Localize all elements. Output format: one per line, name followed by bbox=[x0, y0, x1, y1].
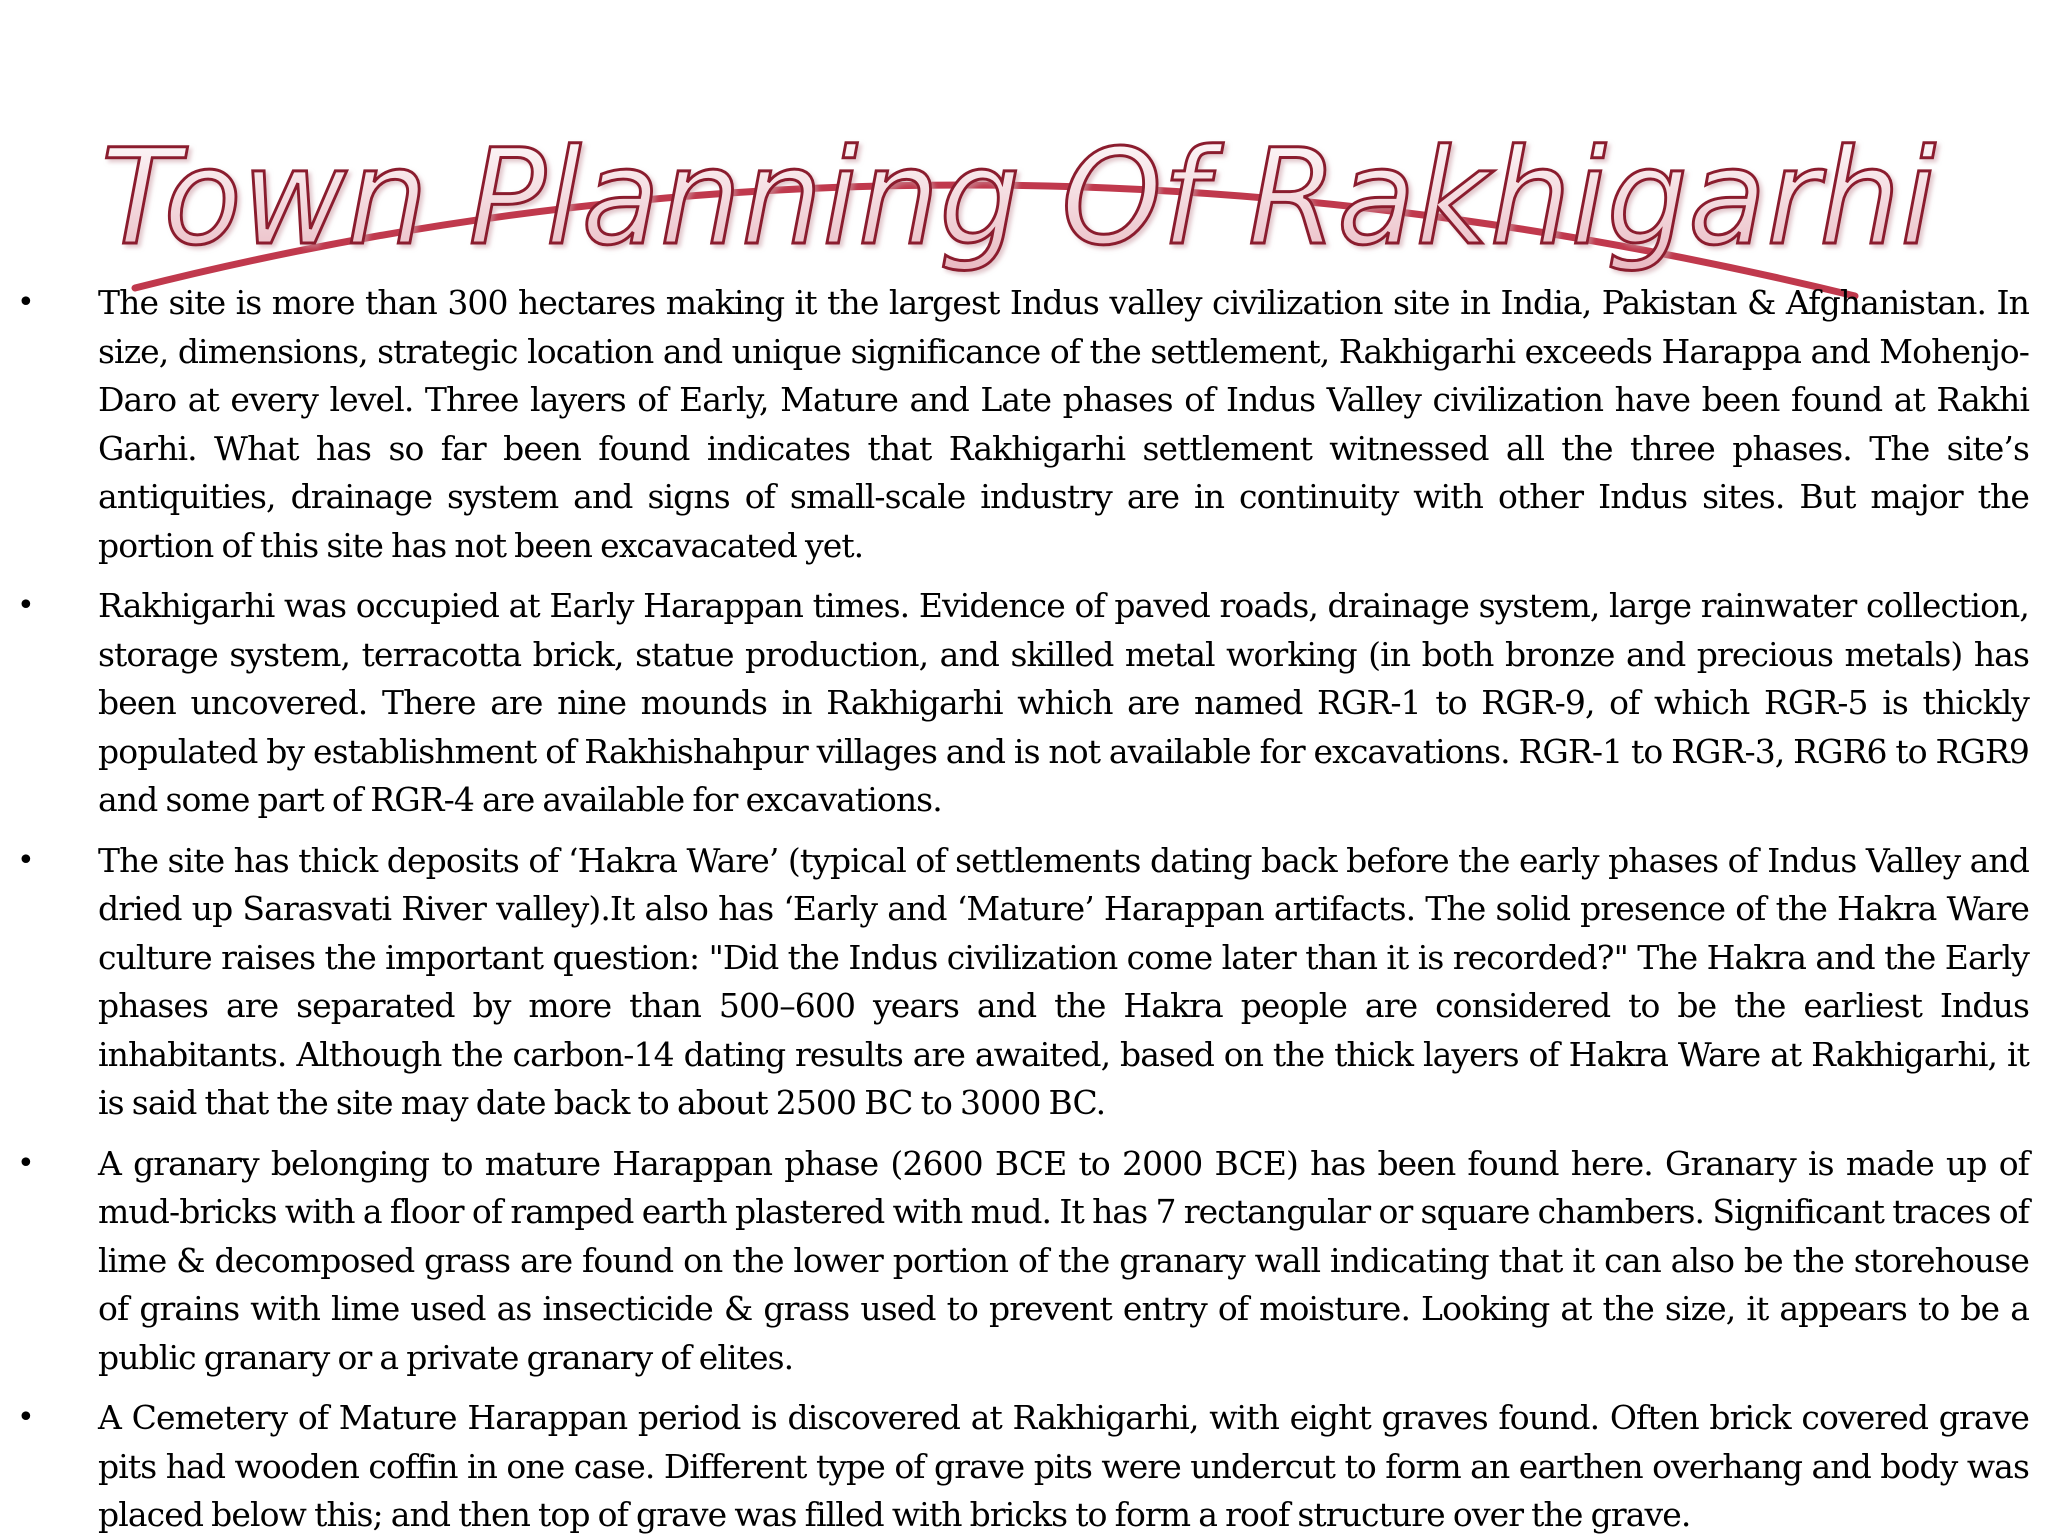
bullet-marker: • bbox=[17, 842, 35, 878]
bullet-marker: • bbox=[17, 1145, 35, 1181]
page-title: Town Planning Of Rakhigarhi bbox=[101, 121, 1937, 275]
list-item bbox=[0, 582, 2048, 825]
bullet-marker: • bbox=[17, 285, 35, 320]
paragraph-early-harappan: Rakhigarhi was occupied at Early Harappan times. Evidence of paved roads, drainage system, large rainwater collection, storage system, terracotta brick, statue production, and skilled metal working (in both bronze and precious metals) has been uncovered. There are nine mounds in Rakhigarhi which are named RGR-1 to RGR-9, of which RGR-5 is thickly populated by establishment of Rakhishahpur villages and is not available for excavations. RGR-1 to RGR-3, RGR6 to RGR9 and some part of RGR-4 are available for excavations. bbox=[98, 586, 2029, 819]
paragraph-hakra-ware: The site has thick deposits of ‘Hakra Ware’ (typical of settlements dating back before the early phases of Indus Valley and dried up Sarasvati River valley).It also has ‘Early and ‘Mature’ Harappan artifacts. The solid presence of the Hakra Ware culture raises the important question: "Did the Indus civilization come later than it is recorded?" The Hakra and the Early phases are separated by more than 500–600 years and the Hakra people are considered to be the earliest Indus inhabitants. Although the carbon-14 dating results are awaited, based on the thick layers of Hakra Ware at Rakhigarhi, it is said that the site may date back to about 2500 BC to 3000 BC. bbox=[98, 840, 2029, 1122]
paragraph-granary: A granary belonging to mature Harappan phase (2600 BCE to 2000 BCE) has been found here. Granary is made up of mud-bricks with a floor of ramped earth plastered with mud. It has 7 rectangular or square chambers. Significant traces of lime & decomposed grass are found on the lower portion of the granary wall indicating that it can also be the storehouse of grains with lime used as insecticide & grass used to prevent entry of moisture. Looking at the size, it appears to be a public granary or a private granary of elites. bbox=[98, 1143, 2029, 1377]
list-item bbox=[0, 279, 2048, 570]
paragraph-site-size: The site is more than 300 hectares making it the largest Indus valley civilization site in India, Pakistan & Afghanistan. In size, dimensions, strategic location and unique significance of the settlement, Rakhigarhi exceeds Harappa and Mohenjo-Daro at every level. Three layers of Early, Mature and Late phases of Indus Valley civilization have been found at Rakhi Garhi. What has so far been found indicates that Rakhigarhi settlement witnessed all the three phases. The site’s antiquities, drainage system and signs of small-scale industry are in continuity with other Indus sites. But major the portion of this site has not been excavacated yet. bbox=[98, 283, 2029, 565]
list-item bbox=[0, 837, 2048, 1128]
bullet-marker: • bbox=[17, 1400, 35, 1435]
paragraph-cemetery: A Cemetery of Mature Harappan period is discovered at Rakhigarhi, with eight graves found. Often brick covered grave pits had wooden coffin in one case. Different type of grave pits were undercut to form an earthen overhang and body was placed below this; and then top of grave was filled with bricks to form a roof structure over the grave. bbox=[98, 1398, 2029, 1534]
bullet-list bbox=[0, 279, 2048, 1536]
bullet-marker: • bbox=[17, 588, 35, 623]
list-item bbox=[0, 1394, 2048, 1536]
list-item bbox=[0, 1140, 2048, 1383]
